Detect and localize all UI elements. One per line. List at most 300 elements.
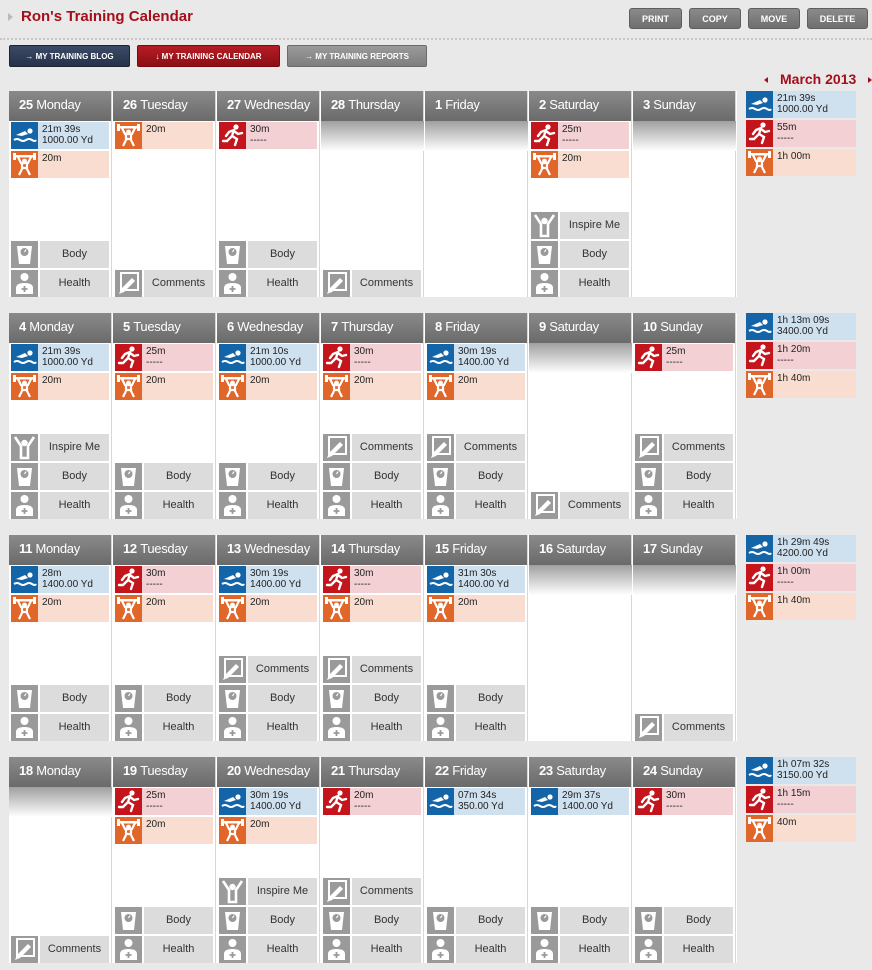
weekly-total-duration: 21m 39s [777,93,816,104]
comments-label: Comments [248,656,317,683]
comments-button[interactable] [219,656,317,683]
workout-duration: 21m 39s [42,124,81,135]
day-cell[interactable] [529,535,632,741]
scale-icon [11,463,38,490]
weightlifter-icon [219,595,246,622]
swim-workout[interactable] [531,788,629,815]
weekly-strength-total[interactable] [746,815,856,842]
workout-duration: 20m [146,124,166,135]
body-button[interactable] [219,907,317,934]
day-name: Monday [35,541,80,556]
comments-button[interactable] [531,492,629,519]
body-label: Body [456,907,525,934]
weightlifter-icon [746,149,773,176]
workout-duration: 28m [42,568,62,579]
health-button[interactable] [323,492,421,519]
workout-duration: 25m [146,346,166,357]
workout-duration: 20m [250,597,270,608]
workout-distance: ----- [666,357,683,368]
day-cell[interactable] [217,757,320,963]
workout-duration: 30m [666,790,686,801]
empty-day-fade [9,787,112,817]
scale-icon [11,685,38,712]
health-label: Health [456,936,525,963]
strength-workout[interactable] [219,817,317,844]
weekly-total-details [775,313,856,340]
body-button[interactable] [11,241,109,268]
day-name: Tuesday [140,97,188,112]
workout-duration: 30m 19s [458,346,497,357]
month-label: March 2013 [780,71,857,87]
scale-icon [427,685,454,712]
day-number: 25 [19,97,33,112]
comments-button[interactable] [323,434,421,461]
day-name: Wednesday [237,319,303,334]
day-cell[interactable] [425,313,528,519]
strength-workout[interactable] [323,595,421,622]
my-training-blog-button[interactable]: → MY TRAINING BLOG [9,45,130,67]
body-button[interactable] [219,241,317,268]
weekly-total-details [775,91,856,118]
workout-details [248,567,317,593]
day-cell[interactable] [529,91,632,297]
health-button[interactable] [427,936,525,963]
body-button[interactable] [427,685,525,712]
health-button[interactable] [219,714,317,741]
workout-details [248,818,317,844]
day-header [633,91,735,121]
health-button[interactable] [427,492,525,519]
swim-workout[interactable] [11,566,109,593]
health-button[interactable] [635,492,733,519]
day-header [633,535,735,565]
runner-icon [635,788,662,815]
health-button[interactable] [115,936,213,963]
day-header [113,91,215,121]
health-button[interactable] [11,492,109,519]
body-label: Body [560,241,629,268]
comments-label: Comments [144,270,213,297]
body-button[interactable] [323,685,421,712]
workout-details [456,374,525,400]
doctor-icon [427,492,454,519]
swim-workout[interactable] [427,566,525,593]
health-button[interactable] [11,270,109,297]
health-label: Health [456,492,525,519]
day-header [529,313,631,343]
scale-icon [531,241,558,268]
empty-day-fade [529,343,632,373]
swimmer-icon [531,788,558,815]
health-label: Health [248,936,317,963]
weekly-strength-total[interactable] [746,371,856,398]
workout-details [144,123,213,149]
weightlifter-icon [427,373,454,400]
day-name: Saturday [549,319,599,334]
workout-details [144,818,213,844]
body-button[interactable] [635,463,733,490]
body-button[interactable] [323,907,421,934]
weekly-total-distance: 3400.00 Yd [777,326,828,337]
workout-duration: 31m 30s [458,568,497,579]
swim-workout[interactable] [11,122,109,149]
doctor-icon [115,936,142,963]
weekly-total-duration: 1h 15m [777,788,811,799]
body-label: Body [664,463,733,490]
workout-details [456,345,525,371]
day-header [9,313,111,343]
day-header [9,91,111,121]
body-label: Body [144,907,213,934]
day-number: 10 [643,319,657,334]
workout-details [248,596,317,622]
day-number: 22 [435,763,449,778]
strength-workout[interactable] [115,595,213,622]
weekly-run-total[interactable] [746,120,856,147]
workout-details [456,567,525,593]
body-label: Body [352,463,421,490]
health-label: Health [352,936,421,963]
strength-workout[interactable] [219,595,317,622]
weekly-total-distance: ----- [777,133,794,144]
inspire-me-button[interactable] [11,434,109,461]
health-label: Health [664,936,733,963]
doctor-icon [323,492,350,519]
previous-month-icon[interactable] [764,77,768,83]
workout-duration: 20m [250,375,270,386]
swimmer-icon [427,788,454,815]
weekly-total-details [775,786,856,813]
day-cell[interactable] [217,535,320,741]
strength-workout[interactable] [427,373,525,400]
workout-duration: 20m [354,790,374,801]
day-cell[interactable] [217,313,320,519]
workout-duration: 20m [458,597,478,608]
day-cell[interactable] [113,313,216,519]
health-label: Health [40,492,109,519]
copy-button[interactable]: COPY [689,8,741,29]
swim-workout[interactable] [219,566,317,593]
health-button[interactable] [115,492,213,519]
health-button[interactable] [219,492,317,519]
runner-icon [115,566,142,593]
day-header [425,91,527,121]
swim-workout[interactable] [219,788,317,815]
comments-button[interactable] [323,270,421,297]
day-cell[interactable] [321,757,424,963]
day-cell[interactable] [633,91,736,297]
delete-button[interactable]: DELETE [807,8,868,29]
print-button[interactable]: PRINT [629,8,682,29]
day-cell[interactable] [9,313,112,519]
weekly-total-details [775,120,856,147]
day-header [425,535,527,565]
comments-label: Comments [560,492,629,519]
run-workout[interactable] [531,122,629,149]
body-button[interactable] [427,463,525,490]
workout-details [352,345,421,371]
doctor-icon [427,936,454,963]
weekly-total-distance: ----- [777,799,794,810]
workout-duration: 30m [250,124,270,135]
comments-button[interactable] [115,270,213,297]
workout-details [144,374,213,400]
day-cell[interactable] [425,91,528,297]
empty-day-fade [529,565,632,595]
day-number: 11 [19,541,33,556]
comments-label: Comments [352,656,421,683]
day-name: Wednesday [244,763,310,778]
runner-icon [746,786,773,813]
workout-duration: 20m [458,375,478,386]
day-name: Wednesday [244,97,310,112]
swim-workout[interactable] [11,344,109,371]
weekly-total-duration: 40m [777,817,797,828]
health-button[interactable] [323,714,421,741]
health-button[interactable] [219,270,317,297]
workout-duration: 20m [562,153,582,164]
weekly-run-total[interactable] [746,342,856,369]
doctor-icon [11,270,38,297]
day-cell[interactable] [9,757,112,963]
doctor-icon [323,714,350,741]
run-workout[interactable] [115,344,213,371]
day-number: 19 [123,763,137,778]
comments-button[interactable] [635,434,733,461]
day-number: 14 [331,541,345,556]
day-number: 27 [227,97,241,112]
health-button[interactable] [427,714,525,741]
workout-duration: 30m 19s [250,790,289,801]
health-button[interactable] [531,936,629,963]
workout-distance: 1400.00 Yd [250,801,301,812]
comment-pencil-icon [635,434,662,461]
run-workout[interactable] [635,344,733,371]
day-name: Saturday [556,763,606,778]
weightlifter-icon [219,817,246,844]
day-cell[interactable] [113,757,216,963]
run-workout[interactable] [219,122,317,149]
body-label: Body [664,907,733,934]
day-cell[interactable] [529,313,632,519]
workout-details [560,123,629,149]
weekly-swim-total[interactable] [746,757,856,784]
strength-workout[interactable] [11,151,109,178]
comments-button[interactable] [323,656,421,683]
day-cell[interactable] [633,535,736,741]
comment-pencil-icon [531,492,558,519]
swim-workout[interactable] [219,344,317,371]
scale-icon [427,463,454,490]
day-cell[interactable] [425,757,528,963]
weekly-total-distance: ----- [777,355,794,366]
strength-workout[interactable] [531,151,629,178]
run-workout[interactable] [635,788,733,815]
run-workout[interactable] [323,788,421,815]
strength-workout[interactable] [11,373,109,400]
workout-duration: 20m [354,597,374,608]
day-cell[interactable] [9,91,112,297]
day-cell[interactable] [529,757,632,963]
day-cell[interactable] [321,91,424,297]
run-workout[interactable] [115,788,213,815]
day-header [321,313,423,343]
run-workout[interactable] [323,344,421,371]
day-cell[interactable] [113,535,216,741]
weekly-strength-total[interactable] [746,593,856,620]
next-month-icon[interactable] [868,77,872,83]
body-label: Body [40,241,109,268]
page-title: Ron's Training Calendar [21,8,193,25]
day-name: Friday [445,97,480,112]
weekly-strength-total[interactable] [746,149,856,176]
comment-pencil-icon [323,434,350,461]
body-button[interactable] [219,685,317,712]
runner-icon [115,344,142,371]
weekly-total-details [775,371,856,398]
day-header [9,535,111,565]
doctor-icon [11,714,38,741]
body-button[interactable] [635,907,733,934]
body-button[interactable] [11,463,109,490]
day-number: 1 [435,97,442,112]
comments-label: Comments [664,434,733,461]
scale-icon [115,685,142,712]
health-button[interactable] [11,714,109,741]
strength-workout[interactable] [323,373,421,400]
body-button[interactable] [115,907,213,934]
health-button[interactable] [635,936,733,963]
workout-distance: ----- [354,357,371,368]
day-cell[interactable] [321,535,424,741]
day-cell[interactable] [633,313,736,519]
weekly-total-details [775,593,856,620]
workout-duration: 20m [354,375,374,386]
run-workout[interactable] [115,566,213,593]
empty-day-fade [425,121,528,151]
workout-distance: ----- [666,801,683,812]
workout-details [456,596,525,622]
calendar-week [9,757,737,963]
workout-distance: ----- [146,357,163,368]
comment-pencil-icon [323,656,350,683]
weightlifter-icon [746,371,773,398]
workout-distance: ----- [354,801,371,812]
day-name: Thursday [348,97,400,112]
swim-workout[interactable] [427,788,525,815]
health-button[interactable] [323,936,421,963]
swim-workout[interactable] [427,344,525,371]
body-button[interactable] [531,907,629,934]
body-button[interactable] [11,685,109,712]
day-header [113,313,215,343]
weekly-run-total[interactable] [746,564,856,591]
empty-day-fade [321,121,424,151]
body-button[interactable] [531,241,629,268]
my-training-calendar-button[interactable]: ↓ MY TRAINING CALENDAR [137,45,280,67]
weightlifter-icon [11,595,38,622]
comments-button[interactable] [323,878,421,905]
strength-workout[interactable] [11,595,109,622]
my-training-reports-button[interactable]: → MY TRAINING REPORTS [287,45,427,67]
comments-label: Comments [352,270,421,297]
comments-button[interactable] [427,434,525,461]
day-cell[interactable] [9,535,112,741]
weightlifter-icon [219,373,246,400]
month-navigator [762,70,872,88]
health-label: Health [248,270,317,297]
weekly-total-details [775,815,856,842]
workout-distance: 1400.00 Yd [250,579,301,590]
scale-icon [531,907,558,934]
workout-distance: 1400.00 Yd [458,357,509,368]
comments-button[interactable] [635,714,733,741]
workout-distance: 1400.00 Yd [458,579,509,590]
run-workout[interactable] [323,566,421,593]
strength-workout[interactable] [427,595,525,622]
day-header [113,757,215,787]
strength-workout[interactable] [115,373,213,400]
day-number: 9 [539,319,546,334]
workout-distance: ----- [250,135,267,146]
doctor-icon [635,492,662,519]
comment-pencil-icon [115,270,142,297]
workout-duration: 20m [42,375,62,386]
weekly-swim-total[interactable] [746,313,856,340]
day-number: 21 [331,763,345,778]
strength-workout[interactable] [219,373,317,400]
runner-icon [323,566,350,593]
day-cell[interactable] [217,91,320,297]
body-button[interactable] [115,685,213,712]
health-button[interactable] [531,270,629,297]
workout-distance: ----- [146,579,163,590]
body-button[interactable] [427,907,525,934]
day-cell[interactable] [633,757,736,963]
calendar-week [9,535,737,741]
body-label: Body [456,463,525,490]
day-name: Thursday [341,319,394,334]
health-button[interactable] [115,714,213,741]
day-number: 18 [19,763,33,778]
weekly-run-total[interactable] [746,786,856,813]
day-cell[interactable] [113,91,216,297]
day-cell[interactable] [425,535,528,741]
strength-workout[interactable] [115,817,213,844]
calendar-week [9,91,737,297]
workout-details [40,152,109,178]
health-button[interactable] [219,936,317,963]
move-button[interactable]: MOVE [748,8,800,29]
day-header [633,757,735,787]
day-number: 26 [123,97,137,112]
inspire-me-button[interactable] [531,212,629,239]
day-cell[interactable] [321,313,424,519]
doctor-icon [427,714,454,741]
strength-workout[interactable] [115,122,213,149]
runner-icon [531,122,558,149]
body-button[interactable] [115,463,213,490]
body-button[interactable] [323,463,421,490]
weekly-swim-total[interactable] [746,91,856,118]
weightlifter-icon [746,593,773,620]
comments-button[interactable] [11,936,109,963]
workout-details [248,374,317,400]
body-button[interactable] [219,463,317,490]
day-name: Friday [452,541,487,556]
weekly-swim-total[interactable] [746,535,856,562]
inspire-me-button[interactable] [219,878,317,905]
